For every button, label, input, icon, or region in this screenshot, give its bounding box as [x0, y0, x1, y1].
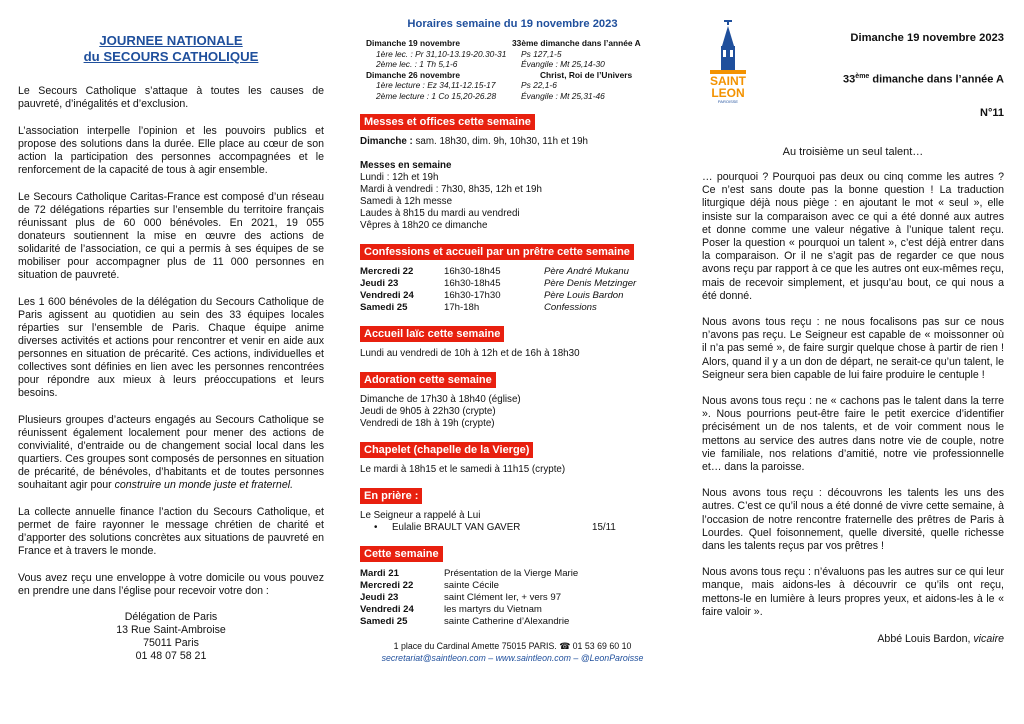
- schedule-line: Dimanche de 17h30 à 18h40 (église): [360, 393, 521, 405]
- sunday-text: dimanche dans l’année A: [869, 73, 1004, 86]
- address-line: Délégation de Paris: [124, 611, 218, 623]
- paragraph: La collecte annuelle finance l’action du Secours Catholique, et permet de faire rayonner le message chrétien de charité et d’apporter des solutions concrètes aux situations de pauvreté en France et à travers le monde.: [18, 506, 324, 557]
- schedule-line: Lundi : 12h et 19h: [360, 171, 439, 183]
- section-heading: Confessions et accueil par un prêtre cette semaine: [360, 244, 634, 260]
- paragraph: Vous avez reçu une enveloppe à votre domicile ou vous pouvez en prendre une dans l’église pour recevoir votre don :: [18, 572, 324, 597]
- bulletin-header: [702, 0, 1004, 119]
- deceased-name: Eulalie BRAULT VAN GAVER: [392, 521, 521, 533]
- signature-role: vicaire: [973, 633, 1004, 646]
- readings-left: [360, 38, 512, 102]
- schedule-line: Vendredi de 18h à 19h (crypte): [360, 417, 495, 429]
- parish-footer: [360, 640, 665, 664]
- paragraph: … pourquoi ? Pourquoi pas deux ou cinq comme les autres ? Ce n’est sans doute pas la bonne question ! La traduction liturgique déjà nous piège : en ajoutant le mot « seul », elle insiste sur la comparaison avec ce qui a été donné aux autres et donne comme une valeur négative à l’unique talent reçu. Poser la question « pourquoi un talent », c’est déjà entrer dans la comparaison. Or il ne s’agit pas de regarder ce que nous avons reçu par rapport à ce que les autres ont eux-mêmes reçu, mais de recevoir simplement, et jusqu’au bout, ce qui nous a été donné.: [702, 171, 1004, 302]
- section-accueil: [360, 324, 665, 360]
- section-heading: Accueil laïc cette semaine: [360, 326, 504, 342]
- paragraph-text: Plusieurs groupes d’acteurs engagés au Secours Catholique se réunissent également localement pour mener des actions de convivialité, d’entraide ou de changement social local dans les quartiers. Ces groupes sont composés de personnes en situation de précarité, de bénévoles, d’habitants et de toutes personnes souhaitant agir pour: [18, 414, 324, 491]
- reading-line: Ps 127,1-5: [521, 48, 562, 59]
- issue-number: N°11: [980, 107, 1004, 119]
- day-cell: Jeudi 23: [360, 591, 399, 603]
- paragraph: Le Secours Catholique Caritas-France est composé d’un réseau de 72 délégations réparties sur l’ensemble du territoire français réunissant plus de 60 000 bénévoles. En 2021, 19 055 donateurs soutiennent la mise en œuvre des actions de solidarité de l’association, ce qui a permis à ses équipes de se mobiliser pour accompagner plus de 11 000 personnes en situation de pauvreté.: [18, 191, 324, 281]
- table-row: [360, 604, 578, 616]
- bulletin-date: Dimanche 19 novembre 2023: [850, 32, 1004, 44]
- section-adoration: [360, 370, 665, 430]
- schedule-header: Horaires semaine du 19 novembre 2023: [407, 18, 618, 30]
- sunday-times: sam. 18h30, dim. 9h, 10h30, 11h et 19h: [415, 135, 589, 147]
- logo-tower: [721, 46, 735, 70]
- parish-address: 1 place du Cardinal Amette 75015 PARIS. ☎ 01 53 69 60 10: [393, 640, 632, 651]
- table-row: [360, 266, 636, 278]
- priest-cell: Confessions: [544, 301, 597, 313]
- day-cell: Jeudi 23: [360, 277, 399, 289]
- section-body: [360, 464, 665, 476]
- hours-cell: 16h30-18h45: [444, 277, 501, 289]
- sunday-label: Dimanche :: [360, 135, 416, 147]
- paragraph: Nous avons tous reçu : ne « cachons pas le talent dans la terre ». Nous pourrions peut-être faire le petit exercice d’identifier précisément un de nos talents, et de voir comment nous le mettons au service des autres dans notre vie de couple, notre vie familiale, nos relations d’amitié, notre vie professionnelle et… dans la paroisse.: [702, 395, 1004, 474]
- article-title: [18, 33, 324, 65]
- deceased-date: 15/11: [592, 521, 616, 533]
- schedule-line: Lundi au vendredi de 10h à 12h et de 16h à 18h30: [360, 347, 580, 359]
- hours-cell: 16h30-17h30: [444, 289, 501, 301]
- reading-date: Dimanche 19 novembre: [366, 38, 461, 48]
- reading-line: Ps 22,1-6: [521, 80, 557, 91]
- logo-text-paroisse: PAROISSE: [717, 99, 739, 104]
- section-messes: [360, 112, 665, 232]
- day-cell: Mardi 21: [360, 567, 399, 579]
- sunday-number: 33: [843, 73, 856, 86]
- title-line1: JOURNEE NATIONALE: [99, 33, 243, 48]
- table-row: [360, 302, 636, 314]
- paragraph: Le Secours Catholique s’attaque à toutes les causes de pauvreté, d’inégalités et d’exclusion.: [18, 85, 324, 110]
- event-cell: saint Clément Ier, + vers 97: [444, 591, 562, 603]
- schedule-line: Le mardi à 18h15 et le samedi à 11h15 (crypte): [360, 463, 566, 475]
- schedule-line: Jeudi de 9h05 à 22h30 (crypte): [360, 405, 496, 417]
- reading-line: 2ème lecture : 1 Co 15,20-26.28: [376, 90, 497, 101]
- day-cell: Samedi 25: [360, 615, 408, 627]
- reading-line: Évangile : Mt 25,14-30: [521, 59, 605, 70]
- priest-cell: Père Denis Metzinger: [544, 277, 637, 289]
- logo-spire: [722, 26, 734, 46]
- paragraph-emphasis: construire un monde juste et fraternel.: [114, 479, 294, 491]
- section-body: [360, 568, 665, 628]
- table-row: [360, 580, 578, 592]
- logo-cross: [727, 20, 729, 25]
- hours-cell: 17h-18h: [444, 301, 480, 313]
- reading-line: 1ère lecture : Ez 34,11-12.15-17: [376, 80, 496, 91]
- liturgical-title: 33ème dimanche dans l’année A: [512, 38, 641, 48]
- schedule-line: Laudes à 8h15 du mardi au vendredi: [360, 207, 520, 219]
- list-item: [374, 522, 665, 534]
- prayer-intro: Le Seigneur a rappelé à Lui: [360, 509, 481, 521]
- sunday-suffix: ème: [855, 73, 870, 80]
- confessions-table: [360, 266, 636, 314]
- signature-name: Abbé Louis Bardon,: [877, 633, 974, 646]
- readings-right: [512, 38, 665, 102]
- day-cell: Mercredi 22: [360, 265, 414, 277]
- section-heading: Messes et offices cette semaine: [360, 114, 535, 130]
- section-priere: [360, 486, 665, 534]
- weekday-label: Messes en semaine: [360, 159, 452, 171]
- section-body: [360, 136, 665, 232]
- table-row: [360, 278, 636, 290]
- priest-cell: Père André Mukanu: [544, 265, 629, 277]
- schedule-line: Mardi à vendredi : 7h30, 8h35, 12h et 19h: [360, 183, 542, 195]
- delegation-address: [18, 611, 324, 663]
- liturgical-sunday: [843, 73, 1004, 86]
- editorial-title: Au troisième un seul talent…: [782, 146, 924, 158]
- section-heading: En prière :: [360, 488, 422, 504]
- address-phone: 01 48 07 58 21: [135, 650, 207, 662]
- event-cell: Présentation de la Vierge Marie: [444, 567, 579, 579]
- title-line2: du SECOURS CATHOLIQUE: [83, 49, 259, 64]
- section-body: [360, 510, 665, 534]
- parish-logo: [702, 20, 754, 104]
- schedule-line: Samedi à 12h messe: [360, 195, 453, 207]
- logo-text-leon: LEON: [711, 86, 745, 100]
- paragraph: L’association interpelle l’opinion et les pouvoirs publics et propose des solutions dans la durée. Elle place au cœur de son action la participation des personnes accompagnées et le renforcement de la capacité de tous à agir ensemble.: [18, 125, 324, 176]
- section-heading: Cette semaine: [360, 546, 443, 562]
- priest-cell: Père Louis Bardon: [544, 289, 624, 301]
- paragraph: Nous avons tous reçu : découvrons les talents les uns des autres. C’est ce qu’il nous a été donné de vivre cette semaine, à l’occasion de notre rencontre fraternelle des prêtres de Paris à Lourdes. Quel foisonnement, quelle diversité, quelle richesse dans les talents reçus par vos prêtres !: [702, 487, 1004, 553]
- paragraph: Nous avons tous reçu : ne nous focalisons pas sur ce nous n’avons pas reçu. Le Seigneur est capable de « moissonner où il n’a pas semé », de faire surgir quelque chose à partir de rien ! Alors, quand il y a un don de départ, ne serait-ce qu’un talent, le Seigneur sera bien capable de lui faire produire le centuple !: [702, 316, 1004, 381]
- event-cell: sainte Cécile: [444, 579, 499, 591]
- table-row: [360, 290, 636, 302]
- reading-date: Dimanche 26 novembre: [366, 69, 461, 80]
- event-cell: les martyrs du Vietnam: [444, 603, 542, 615]
- week-table: [360, 568, 578, 628]
- logo-window: [730, 50, 733, 57]
- signature: [702, 633, 1004, 645]
- left-column: [18, 0, 324, 724]
- paragraph: Nous avons tous reçu : n’évaluons pas les autres sur ce qui leur manque, mais aidons-les à découvrir ce qu’ils ont reçu, mettons-le en lumière à leurs propres yeux, et aidons-les à le « faire valoir ».: [702, 566, 1004, 618]
- table-row: [360, 568, 578, 580]
- readings-block: [360, 38, 665, 102]
- table-row: [360, 616, 578, 628]
- paragraph: Les 1 600 bénévoles de la délégation du Secours Catholique de Paris agissent au quotidien au sein des 33 équipes locales réparties sur l’ensemble de Paris. Chaque équipe anime diverses activités et actions pour rencontrer et venir en aide aux personnes en situation de précarité. Ces actions, individuelles et collectives sont définies en lien avec les personnes rencontrées pour répondre aux mieux à leurs préoccupations et leurs besoins.: [18, 296, 324, 399]
- bullet-icon: •: [374, 521, 378, 533]
- reading-line: 1ère lec. : Pr 31,10-13.19-20.30-31: [376, 48, 507, 59]
- parish-links[interactable]: secretariat@saintleon.com – www.saintleon.com – @LeonParoisse: [381, 652, 644, 663]
- paragraph: [18, 414, 324, 492]
- day-cell: Vendredi 24: [360, 603, 414, 615]
- section-body: [360, 266, 665, 314]
- schedule-line: Vêpres à 18h20 ce dimanche: [360, 219, 488, 231]
- section-chapelet: [360, 440, 665, 476]
- address-line: 75011 Paris: [143, 637, 199, 649]
- section-heading: Adoration cette semaine: [360, 372, 496, 388]
- logo-window: [723, 50, 726, 57]
- logo-text-saint: SAINT: [710, 74, 746, 88]
- section-body: [360, 348, 665, 360]
- reading-line: Évangile : Mt 25,31-46: [521, 90, 605, 101]
- section-body: [360, 394, 665, 430]
- middle-column: [360, 0, 665, 724]
- table-row: [360, 592, 578, 604]
- hours-cell: 16h30-18h45: [444, 265, 501, 277]
- section-heading: Chapelet (chapelle de la Vierge): [360, 442, 533, 458]
- right-column: [702, 0, 1004, 724]
- liturgical-title: Christ, Roi de l’Univers: [540, 69, 633, 80]
- day-cell: Vendredi 24: [360, 289, 414, 301]
- section-semaine: [360, 544, 665, 628]
- address-line: 13 Rue Saint-Ambroise: [116, 624, 226, 636]
- day-cell: Samedi 25: [360, 301, 408, 313]
- day-cell: Mercredi 22: [360, 579, 414, 591]
- event-cell: sainte Catherine d’Alexandrie: [444, 615, 570, 627]
- reading-line: 2ème lec. : 1 Th 5,1-6: [376, 59, 458, 70]
- section-confessions: [360, 242, 665, 314]
